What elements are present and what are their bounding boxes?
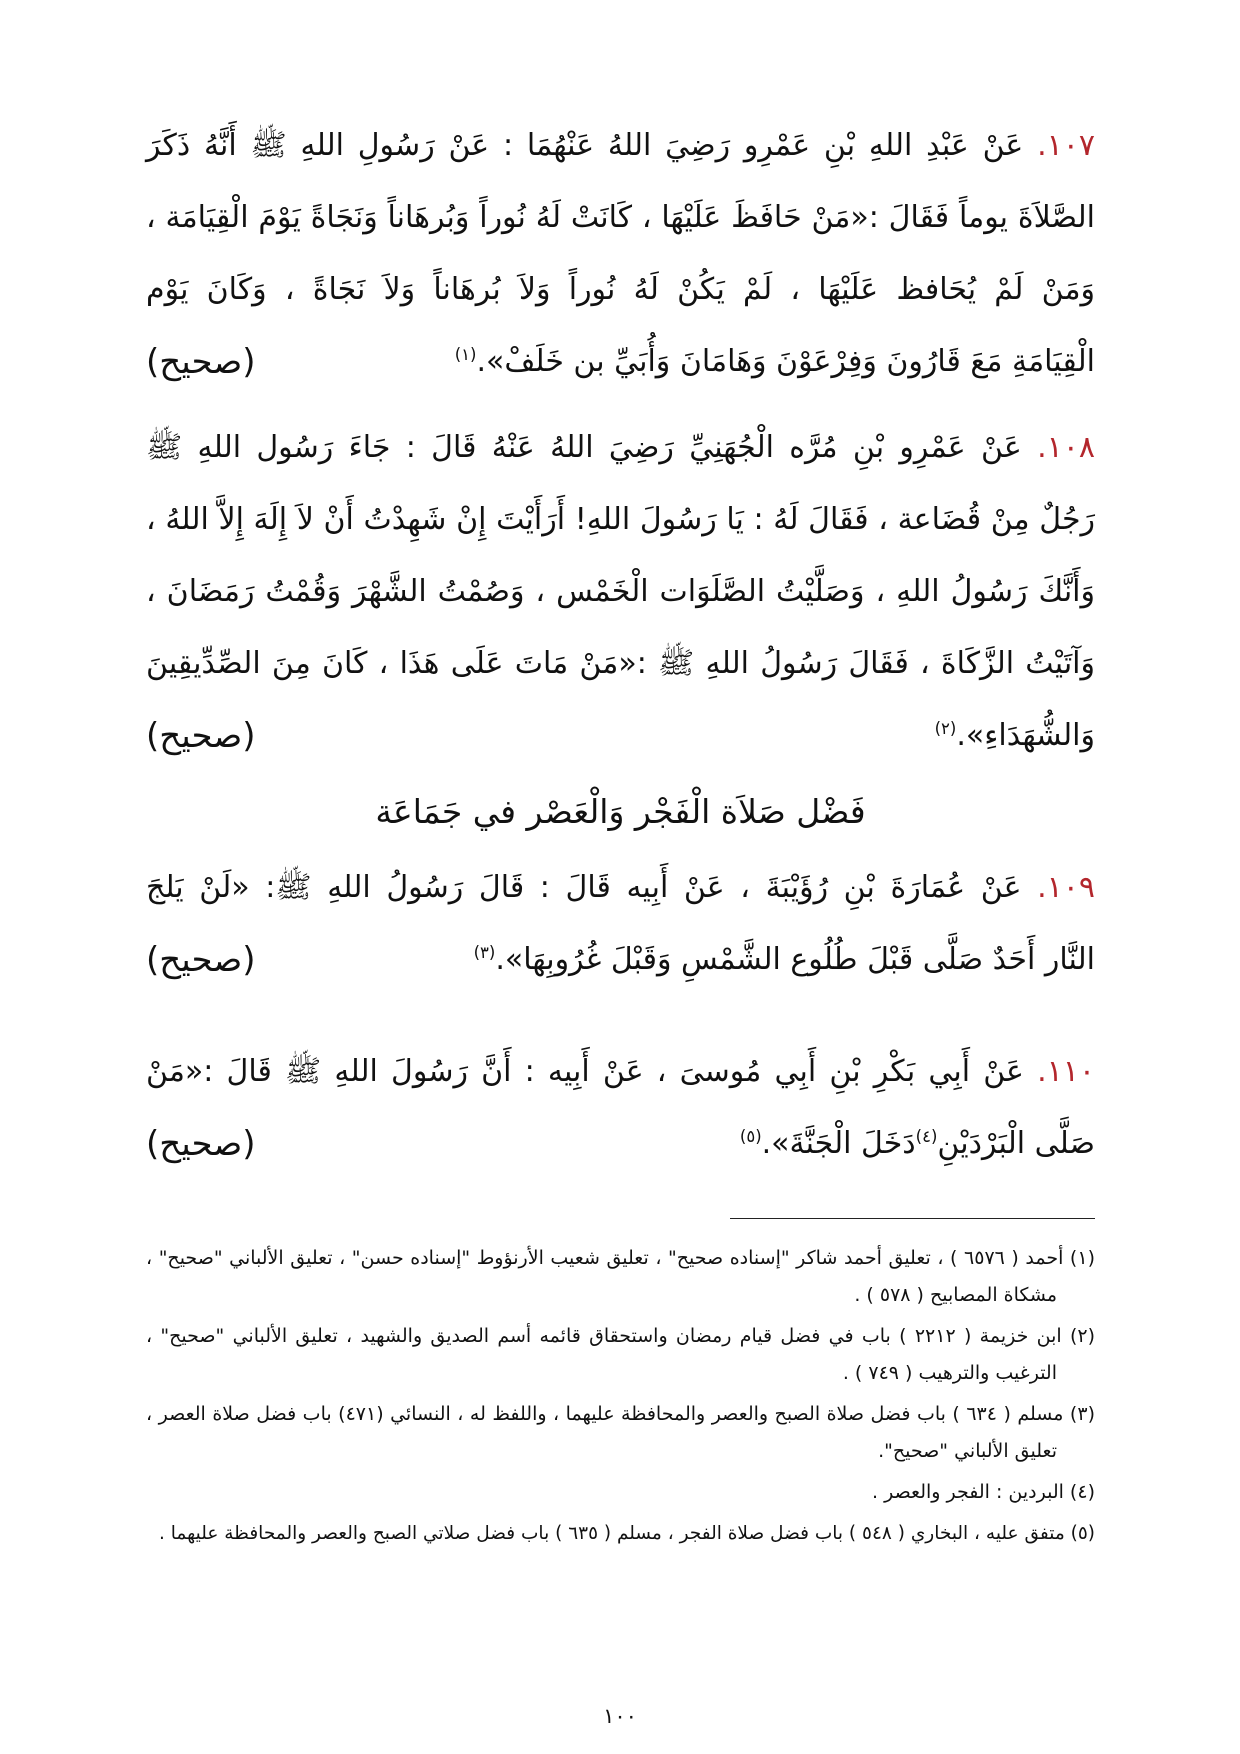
footnote-line: (٥) متفق عليه ، البخاري ( ٥٤٨ ) باب فضل صلاة الفجر ، مسلم ( ٦٣٥ ) باب فضل صلاتي الصبح والعصر والمحافظة عليهما . <box>159 1523 1095 1544</box>
hadith-text: عَنْ أَبِي بَكْرِ بْنِ أَبِي مُوسىَ ، عَنْ أَبِيه : أَنَّ رَسُولَ اللهِ ﷺ قَالَ :«مَنْ <box>146 1054 1024 1089</box>
hadith-text: رَجُلٌ مِنْ قُضَاعة ، فَقَالَ لَهُ : يَا رَسُولَ اللهِ! أَرَأَيْتَ إِنْ شَهِدْتُ أَنْ لاَ إِلَهَ إِلاَّ اللهُ ، <box>146 502 1095 537</box>
hadith-line-text <box>455 326 1095 398</box>
footnote-ref: (٢) <box>934 719 957 738</box>
hadith-line <box>146 700 1095 772</box>
hadith-line-text <box>935 700 1095 772</box>
grade-label: (صحيح) <box>146 342 256 382</box>
footnote-line: (١) أحمد ( ٦٥٧٦ ) ، تعليق أحمد شاكر "إسناده صحيح" ، تعليق شعيب الأرنؤوط "إسناده حسن" ، تعليق الألباني "صحيح" ، <box>146 1247 1095 1269</box>
grade-label: (صحيح) <box>146 716 256 756</box>
hadith-text: وَالشُّهَدَاءِ». <box>956 718 1095 753</box>
hadith-text: وَأَنَّكَ رَسُولُ اللهِ ، وَصَلَّيْتُ الصَّلَوَات الْخَمْس ، وَصُمْتُ الشَّهْرَ وَقُمْتُ رَمَضَانَ ، <box>146 574 1095 609</box>
footnotes <box>146 1240 1095 1556</box>
footnote-ref: (١) <box>454 345 477 364</box>
hadith-line <box>146 1036 1095 1108</box>
hadith-text: دَخَلَ الْجَنَّةَ». <box>761 1126 916 1161</box>
footnote <box>146 1240 1095 1314</box>
hadith-line <box>146 852 1095 924</box>
hadith-block <box>146 412 1095 772</box>
footnote-line: تعليق الألباني "صحيح". <box>878 1440 1057 1462</box>
hadith-line <box>146 1108 1095 1180</box>
hadith-text: الصَّلاَةَ يوماً فَقَالَ :«مَنْ حَافَظَ عَلَيْهَا ، كَانَتْ لَهُ نُوراً وَبُرهَاناً وَنَجَاةً يَوْمَ الْقِيَامَة ، <box>146 200 1095 235</box>
hadith-number: ١١٠. <box>1037 1054 1095 1089</box>
footnote <box>146 1396 1095 1470</box>
footnote-line: الترغيب والترهيب ( ٧٤٩ ) . <box>842 1362 1057 1384</box>
section-heading: فَضْل صَلاَة الْفَجْر وَالْعَصْر في جَمَاعَة <box>375 792 866 831</box>
footnote-line: (٣) مسلم ( ٦٣٤ ) باب فضل صلاة الصبح والعصر والمحافظة عليهما ، واللفظ له ، النسائي (٤٧١) باب فضل صلاة العصر ، <box>146 1403 1095 1425</box>
footnote-line: (٤) البردين : الفجر والعصر . <box>872 1481 1095 1503</box>
hadith-line-text <box>474 924 1095 996</box>
body-text <box>146 110 1095 1220</box>
hadith-line <box>146 556 1095 628</box>
hadith-group <box>146 110 1095 772</box>
hadith-line <box>146 326 1095 398</box>
footnote-ref: (٣) <box>473 943 496 962</box>
hadith-text: عَنْ عَمْرِو بْنِ مُرَّه الْجُهَنِيِّ رَضِيَ اللهُ عَنْهُ قَالَ : جَاءَ رَسُول اللهِ ﷺ <box>146 430 1022 465</box>
hadith-text: وَمَنْ لَمْ يُحَافظ عَلَيْهَا ، لَمْ يَكُنْ لَهُ نُوراً وَلاَ بُرهَاناً وَلاَ نَجَاةً ، وَكَانَ يَوْم <box>146 272 1095 307</box>
hadith-line <box>146 628 1095 700</box>
hadith-block <box>146 852 1095 996</box>
hadith-line <box>146 484 1095 556</box>
page-number: ١٠٠ <box>603 1704 637 1728</box>
hadith-line-text <box>740 1108 1095 1180</box>
footnote-line: (٢) ابن خزيمة ( ٢٢١٢ ) باب في فضل قيام رمضان واستحقاق قائمه أسم الصديق والشهيد ، تعليق الألباني "صحيح" ، <box>146 1325 1095 1347</box>
hadith-group <box>146 852 1095 1180</box>
hadith-block <box>146 1036 1095 1180</box>
hadith-number: ١٠٧. <box>1037 128 1095 163</box>
footnote-ref: (٥) <box>739 1127 762 1146</box>
hadith-text: النَّار أَحَدٌ صَلَّى قَبْلَ طُلُوع الشَّمْسِ وَقَبْلَ غُرُوبِهَا». <box>495 942 1095 977</box>
hadith-line <box>146 412 1095 484</box>
hadith-line <box>146 182 1095 254</box>
hadith-line <box>146 110 1095 182</box>
grade-label: (صحيح) <box>146 940 256 980</box>
hadith-number: ١٠٨. <box>1037 430 1095 465</box>
hadith-text: الْقِيَامَةِ مَعَ قَارُونَ وَفِرْعَوْنَ وَهَامَانَ وَأُبَيِّ بن خَلَفْ». <box>476 344 1095 379</box>
hadith-text: عَنْ عُمَارَةَ بْنِ رُؤَيْبَةَ ، عَنْ أَبِيه قَالَ : قَالَ رَسُولُ اللهِ ﷺ: «لَنْ يَلجَ <box>146 870 1022 905</box>
footnote <box>146 1318 1095 1392</box>
hadith-text: صَلَّى الْبَرْدَيْنِ <box>937 1126 1095 1161</box>
footnote-separator <box>730 1218 1095 1219</box>
hadith-number: ١٠٩. <box>1037 870 1095 905</box>
hadith-line <box>146 924 1095 996</box>
footnote <box>146 1474 1095 1511</box>
hadith-text: عَنْ عَبْدِ اللهِ بْنِ عَمْرِو رَضِيَ اللهُ عَنْهُمَا : عَنْ رَسُولِ اللهِ ﷺ أَنَّهُ ذَكَرَ <box>146 128 1024 163</box>
footnote-line: مشكاة المصابيح ( ٥٧٨ ) . <box>854 1284 1057 1306</box>
grade-label: (صحيح) <box>146 1124 256 1164</box>
footnote <box>146 1515 1095 1552</box>
hadith-block <box>146 110 1095 398</box>
footnote-ref: (٤) <box>915 1127 938 1146</box>
hadith-text: وَآتَيْتُ الزَّكَاةَ ، فَقَالَ رَسُولُ اللهِ ﷺ :«مَنْ مَاتَ عَلَى هَذَا ، كَانَ مِنَ الصِّدِّيقِينَ <box>146 646 1095 681</box>
hadith-line <box>146 254 1095 326</box>
